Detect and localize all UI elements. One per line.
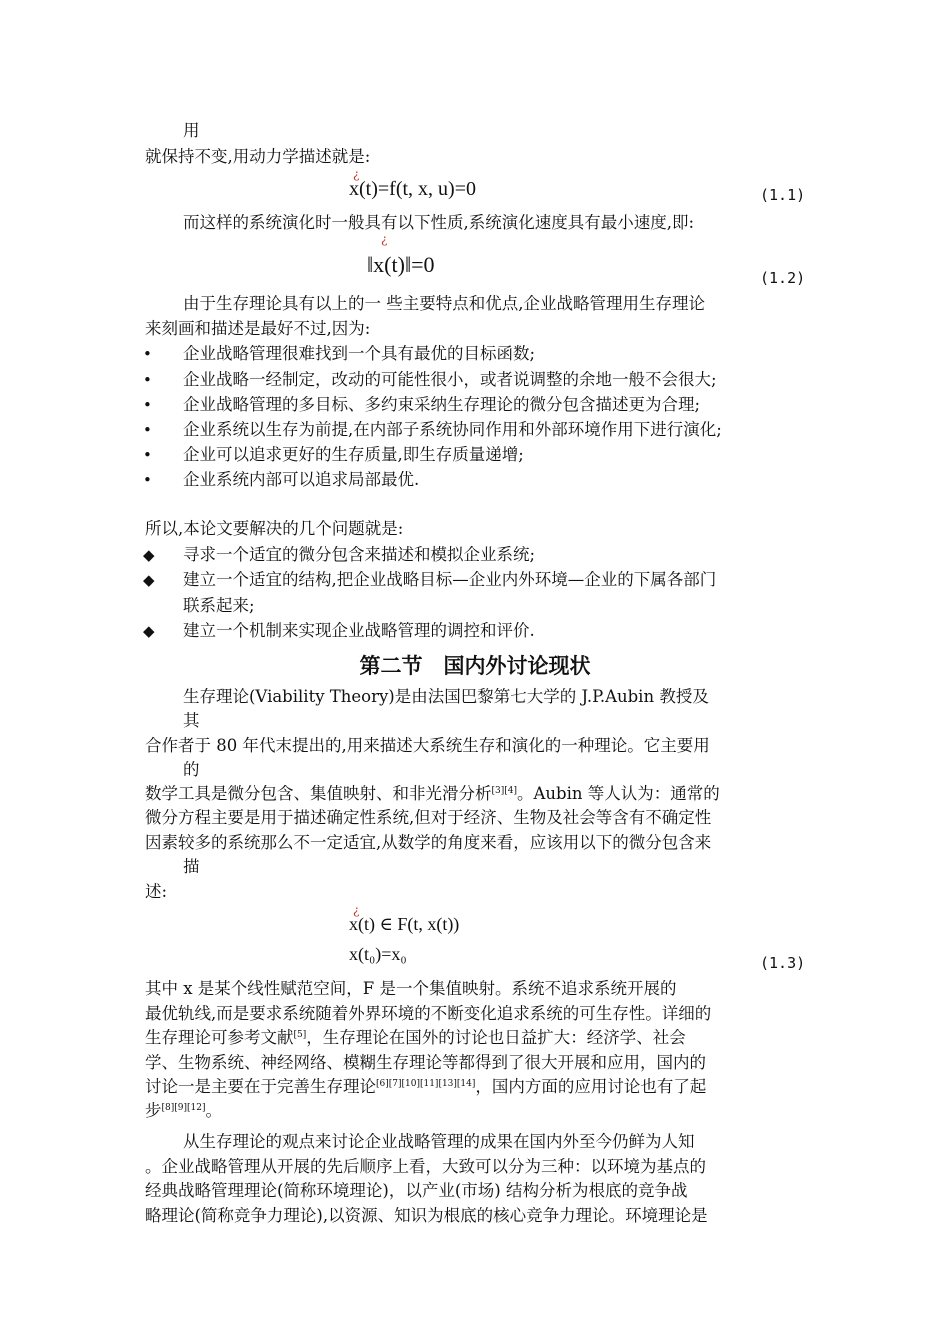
bullet-dot: • xyxy=(143,471,152,489)
equation-dot-mark: ¿ xyxy=(381,232,388,246)
list-item: 企业系统以生存为前提,在内部子系统协同作用和外部环境作用下进行演化; xyxy=(183,420,722,439)
equation-number: (1.3) xyxy=(760,954,806,972)
text-fragment: 用 xyxy=(183,121,200,140)
text-run: 。Aubin 等人认为：通常的 xyxy=(517,784,720,803)
text-line-with-citation xyxy=(145,1076,706,1098)
text-line: 学、生物系统、神经网络、模糊生存理论等都得到了很大开展和应用，国内的 xyxy=(145,1053,706,1072)
text-line-with-citation xyxy=(145,1100,222,1122)
text-run: 步 xyxy=(145,1101,162,1120)
text-line: 所以,本论文要解决的几个问题就是: xyxy=(145,519,404,538)
list-item: 企业系统内部可以追求局部最优. xyxy=(183,470,420,489)
equation-1-3-line-2: x(t₀)=x₀ xyxy=(349,944,407,964)
bullet-diamond: ◆ xyxy=(143,546,155,564)
equation-1-2: ‖x(t)‖=0 xyxy=(367,252,435,277)
bullet-dot: • xyxy=(143,396,152,414)
bullet-dot: • xyxy=(143,345,152,363)
text-run: 生存理论可参考文献 xyxy=(145,1028,294,1047)
list-item: 寻求一个适宜的微分包含来描述和模拟企业系统; xyxy=(183,545,536,564)
list-item: 企业战略一经制定，改动的可能性很小，或者说调整的余地一般不会很大; xyxy=(183,370,717,389)
text-line: 由于生存理论具有以上的一 些主要特点和优点,企业战略管理用生存理论 xyxy=(183,294,705,313)
text-fragment: 其 xyxy=(183,711,200,730)
text-line: 述: xyxy=(145,882,168,901)
text-fragment: 描 xyxy=(183,857,200,876)
text-run: 。 xyxy=(205,1101,222,1120)
bullet-dot: • xyxy=(143,446,152,464)
list-item-continuation: 联系起来; xyxy=(183,596,255,615)
citation: [3][4] xyxy=(491,786,517,796)
bullet-dot: • xyxy=(143,371,152,389)
section-title: 第二节 国内外讨论现状 xyxy=(359,654,591,678)
citation: [6][7][10][11][13][14] xyxy=(376,1079,476,1089)
text-line: 合作者于 80 年代末提出的,用来描述大系统生存和演化的一种理论。它主要用 xyxy=(145,736,710,755)
text-line: 而这样的系统演化时一般具有以下性质,系统演化速度具有最小速度,即: xyxy=(183,213,695,232)
text-fragment: 的 xyxy=(183,760,200,779)
list-item: 企业可以追求更好的生存质量,即生存质量递增; xyxy=(183,445,524,464)
text-line: 略理论(简称竞争力理论),以资源、知识为根底的核心竞争力理论。环境理论是 xyxy=(145,1206,708,1225)
text-line: 其中 x 是某个线性赋范空间，F 是一个集值映射。系统不追求系统开展的 xyxy=(145,979,677,998)
text-line: 最优轨线,而是要求系统随着外界环境的不断变化追求系统的可生存性。详细的 xyxy=(145,1004,712,1023)
equation-dot-mark: ¿ xyxy=(353,903,360,917)
text-run: ，生存理论在国外的讨论也日益扩大：经济学、社会 xyxy=(306,1028,686,1047)
list-item: 建立一个适宜的结构,把企业战略目标—企业内外环境—企业的下属各部门 xyxy=(183,570,717,589)
bullet-diamond: ◆ xyxy=(143,622,155,640)
equation-number: (1.2) xyxy=(760,269,806,287)
equation-dot-mark: ¿ xyxy=(353,167,360,181)
citation: [5] xyxy=(293,1030,307,1040)
list-item: 企业战略管理的多目标、多约束采纳生存理论的微分包含描述更为合理; xyxy=(183,395,701,414)
text-run: 讨论一是主要在于完善生存理论 xyxy=(145,1077,376,1096)
text-line: 从生存理论的观点来讨论企业战略管理的成果在国内外至今仍鲜为人知 xyxy=(183,1132,695,1151)
text-line: 微分方程主要是用于描述确定性系统,但对于经济、生物及社会等含有不确定性 xyxy=(145,808,712,827)
text-run: ，国内方面的应用讨论也有了起 xyxy=(475,1077,707,1096)
text-line: 因素较多的系统那么不一定适宜,从数学的角度来看，应该用以下的微分包含来 xyxy=(145,833,712,852)
text-line: 就保持不变,用动力学描述就是: xyxy=(145,147,371,166)
text-line-with-citation xyxy=(145,1027,686,1049)
equation-number: (1.1) xyxy=(760,186,806,204)
equation-1-1: x(t)=f(t, x, u)=0 xyxy=(349,178,476,200)
bullet-diamond: ◆ xyxy=(143,571,155,589)
text-line: 生存理论(Viability Theory)是由法国巴黎第七大学的 J.P.Aubin 教授及 xyxy=(183,687,709,706)
list-item: 建立一个机制来实现企业战略管理的调控和评价. xyxy=(183,621,535,640)
equation-1-3-line-1: x(t) ∈ F(t, x(t)) xyxy=(349,914,460,934)
text-run: 数学工具是微分包含、集值映射、和非光滑分析 xyxy=(145,784,492,803)
citation: [8][9][12] xyxy=(161,1103,206,1113)
bullet-dot: • xyxy=(143,421,152,439)
text-line: 经典战略管理理论(简称环境理论)，以产业(市场) 结构分析为根底的竞争战 xyxy=(145,1181,688,1200)
text-line-with-citation xyxy=(145,783,720,805)
list-item: 企业战略管理很难找到一个具有最优的目标函数; xyxy=(183,344,536,363)
text-line: 。企业战略管理从开展的先后顺序上看，大致可以分为三种：以环境为基点的 xyxy=(145,1157,706,1176)
text-line: 来刻画和描述是最好不过,因为: xyxy=(145,319,371,338)
